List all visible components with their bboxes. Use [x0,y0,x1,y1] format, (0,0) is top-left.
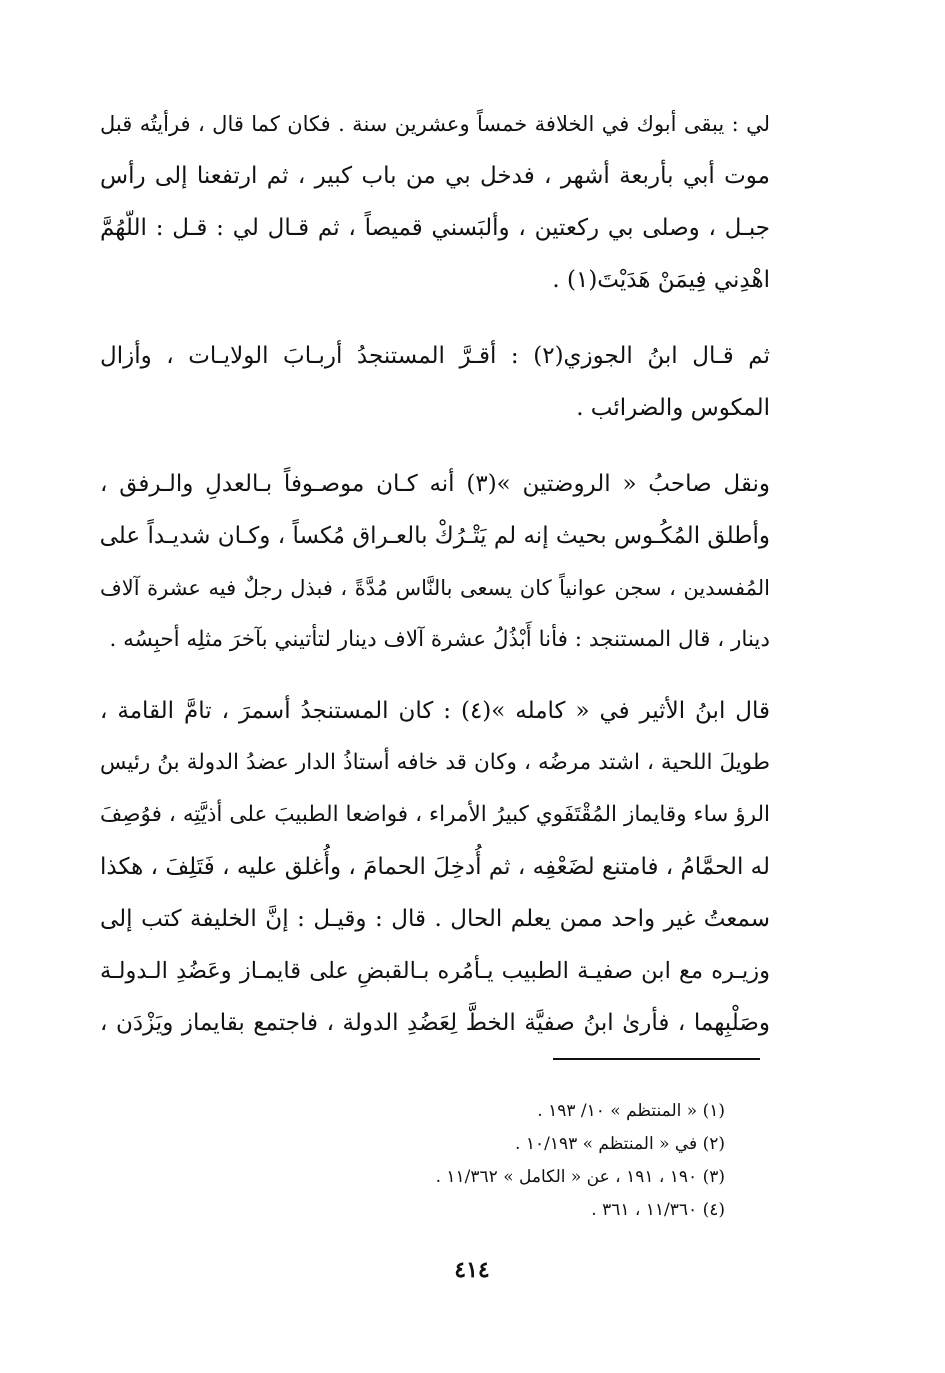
text-line: قال ابنُ الأثير في « كامله »(٤) : كان المستنجدُ أسمرَ ، تامَّ القامة ، [100,698,770,724]
text-line: وزيـره مع ابن صفيـة الطبيب يـأمُره بـالقبضِ على قايمـاز وعَضُدِ الـدولـة [100,958,770,984]
text-line: ونقل صاحبُ « الروضتين »(٣) أنه كـان موصـوفاً بـالعدلِ والـرفق ، [100,471,770,497]
text-line: موت أبي بأربعة أشهر ، فدخل بي من باب كبير ، ثم ارتفعنا إلى رأس [100,163,770,189]
text-line: اهْدِني فِيمَنْ هَدَيْتَ(١) . [552,267,770,293]
footnote: (١) « المنتظم » ١٠/ ١٩٣ . [537,1101,725,1121]
text-line: وصَلْبِهما ، فأرىٰ ابنُ صفيَّة الخطَّ لِعَضُدِ الدولة ، فاجتمع بقايماز ويَزْدَن ، [100,1010,770,1036]
text-line: وأطلق المُكُـوس بحيث إنه لم يَتْـرُكْ بالعـراق مُكساً ، وكـان شديـداً على [99,523,770,549]
text-line: المُفسدين ، سجن عوانياً كان يسعى بالنَّاس مُدَّةً ، فبذل رجلٌ فيه عشرة آلاف [100,576,770,600]
text-line: المكوس والضرائب . [576,395,770,421]
text-line: جبـل ، وصلى بي ركعتين ، وألبَسني قميصاً ، ثم قـال لي : قـل : اللّهُمَّ [100,215,770,241]
paragraph [100,458,770,666]
footnotes [300,1095,725,1227]
page-number: ٤١٤ [454,1257,490,1283]
footnote: (٣) ١٩٠ ، ١٩١ ، عن « الكامل » ١١/٣٦٢ . [435,1167,725,1187]
footnote-divider [553,1058,760,1060]
text-line: سمعتُ غير واحد ممن يعلم الحال . قال : وقيـل : إنَّ الخليفة كتب إلى [100,906,770,932]
footnote: (٢) في « المنتظم » ١٠/١٩٣ . [515,1134,725,1154]
text-line: ثم قـال ابنُ الجوزي(٢) : أقـرَّ المستنجدُ أربـابَ الولايـات ، وأزال [100,343,770,369]
paragraph [100,685,770,1049]
footnote: (٤) ١١/٣٦٠ ، ٣٦١ . [591,1200,725,1220]
text-line: طويلَ اللحية ، اشتد مرضُه ، وكان قد خافه أستاذُ الدار عضدُ الدولة بنُ رئيس [100,750,770,775]
text-line: له الحمَّامُ ، فامتنع لضَعْفِه ، ثم أُدخِلَ الحمامَ ، وأُغلق عليه ، فَتَلِفَ ، هكذا [100,854,770,880]
paragraph [100,330,770,434]
text-line: دينار ، قال المستنجد : فأنا أَبْذُلُ عشرة آلاف دينار لتأتيني بآخرَ مثلِه أحبِسُه . [109,627,770,652]
text-line: لي : يبقى أبوك في الخلافة خمساً وعشرين سنة . فكان كما قال ، فرأيتُه قبل [100,112,770,136]
text-line: الرؤ ساء وقايماز المُقْتَفَوي كبيرُ الأمراء ، فواضعا الطبيبَ على أذيَّتِه ، فوُصِفَ [100,802,770,827]
paragraph [100,98,770,306]
